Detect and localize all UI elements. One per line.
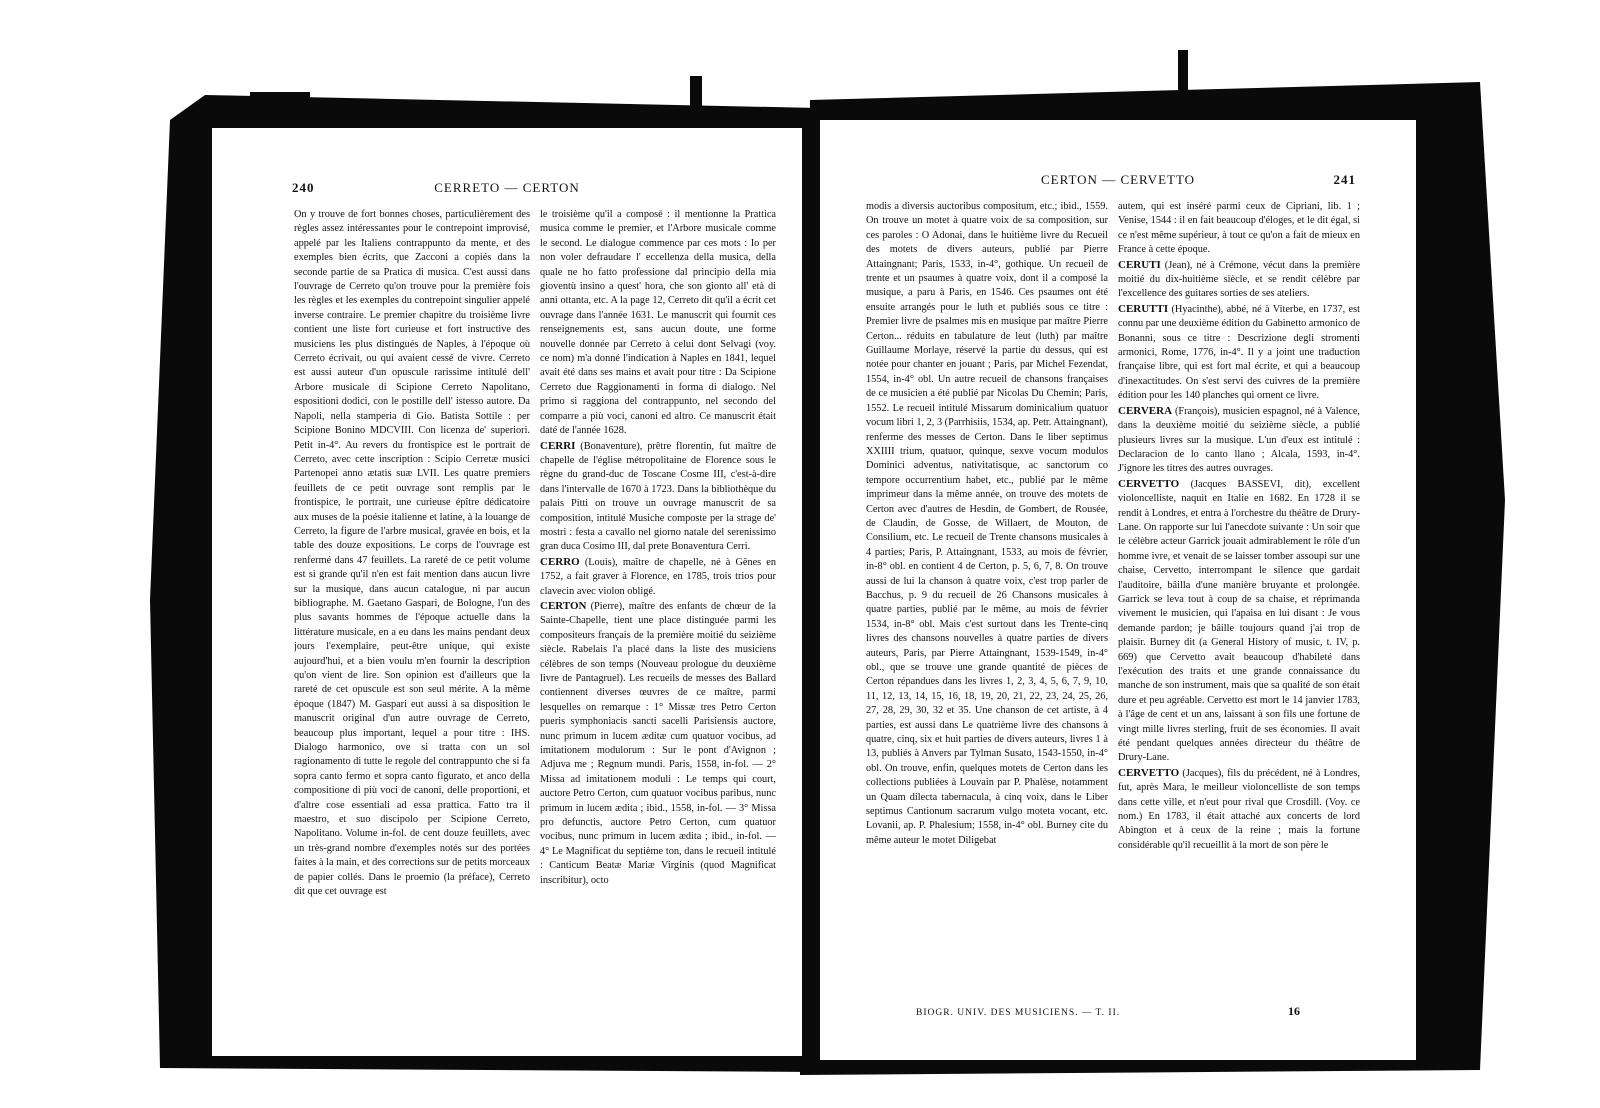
right-page-header bbox=[820, 172, 1416, 190]
entry-first-name: (Jacques BASSEVI, dit), bbox=[1190, 478, 1312, 490]
running-head: CERRETO — CERTON bbox=[434, 180, 580, 195]
entry-headword: CERUTTI bbox=[1118, 302, 1169, 315]
running-head: CERTON — CERVETTO bbox=[1040, 172, 1196, 187]
entry-headword: CERVETTO bbox=[1118, 477, 1180, 490]
entry-headword: CERVETTO bbox=[1118, 766, 1180, 779]
entry-first-name: (Jean), bbox=[1164, 259, 1193, 271]
entry-cerutti bbox=[1118, 302, 1360, 404]
entry-headword: CERTON bbox=[540, 599, 587, 612]
entry-first-name: (Bonaventure), bbox=[580, 440, 643, 452]
entry-certon bbox=[540, 599, 776, 888]
entry-first-name: (François), bbox=[1174, 405, 1220, 417]
entry-first-name: (Jacques), bbox=[1182, 767, 1224, 779]
entry-text: musicien espagnol, né à Valence, dans la deuxième moitié du seizième siècle, a publié plusieurs livres sur la musique. L'un d'eux est intitulé : Declaracion de lo canto llano ; Alcala, 1593, in-4°. J'ignore les titres des autres ouvrages. bbox=[1118, 405, 1360, 475]
page-footer: BIOGR. UNIV. DES MUSICIENS. — T. II. bbox=[916, 1008, 1121, 1018]
text-column-left-2 bbox=[540, 208, 776, 1008]
entry-text: prêtre florentin, fut maître de chapelle de l'église métropolitaine de Florence sous le règne du grand-duc de Toscane Cosme III, c'est-à-dire dans l'intervalle de 1670 à 1723. Dans la bibliothèque du palais Pitti on trouve un ouvrage manuscrit de sa composition, intitulé Musiche composte per la strage de' mostri : festa a cavallo nel giorno natale del serenissimo gran duca Cosimo III, dal prete Bonaventura Cerri. bbox=[540, 440, 776, 553]
entry-cerro bbox=[540, 555, 776, 599]
text-column-right-2 bbox=[1118, 200, 1360, 1000]
entry-first-name: (Louis), bbox=[584, 556, 618, 568]
left-page-header bbox=[212, 180, 802, 198]
entry-cervera bbox=[1118, 404, 1360, 477]
text-column-right-1 bbox=[866, 200, 1108, 1000]
entry-cerri bbox=[540, 439, 776, 555]
entry-text: excellent violoncelliste, naquit en Italie en 1682. En 1728 il se rendit à Londres, et entra à l'orchestre du théâtre de Drury-Lane. On rapporte sur lui l'anecdote suivante : Un soir que le célèbre acteur Garrick jouait admirablement le rôle d'un homme ivre, et venait de se laisser tomber assoupi sur une chaise, Cervetto, interrompant le silence que gardait l'auditoire, bâilla d'une manière bruyante et prolongée. Garrick se leva tout à coup de sa chaise, et réprimanda vivement le musicien, qui l'apaisa en lui disant : Je vous demande pardon; je bâille toujours quand j'ai trop de plaisir. Burney dit (a General History of music, t. IV, p. 669) que Cervetto avait beaucoup d'habileté dans l'exécution des traits et une grande connaissance du manche de son instrument, mais que sa qualité de son était dure et peu agréable. Cervetto est mort le 14 janvier 1783, à l'âge de cent et un ans, laissant à son fils une fortune de vingt mille livres sterling, fruit de ses économies. Il avait été pendant quelques années directeur du théâtre de Drury-Lane. bbox=[1118, 478, 1360, 764]
entry-first-name: (Hyacinthe), bbox=[1171, 303, 1224, 315]
entry-cervetto-jacques bbox=[1118, 766, 1360, 853]
paragraph: le troisième qu'il a composé : il mentionne la Prattica musica comme le premier, et l'Arbore musicale comme le second. Le dialogue commence par ces mots : Io per non voler defraudare l' eccellenza della musica, della quale ne ho fatto professione dal principio della mia gioventù insino a quest' hora, che son gionto all' età di anni ottanta, etc. A la page 12, Cerreto dit qu'il a écrit cet ouvrage dans l'année 1631. Le manuscrit qui fournit ces renseignements est, sans aucun doute, une forme nouvelle donnée par Cerreto à celui dont Selvagi (voy. ce nom) m'a donné l'indication à Naples en 1841, lequel avait été dans ses mains et avait pour titre : Da Scipione Cerreto due Raggionamenti in forma di dialogo. Nel primo si raggiona del contrappunto, nel secondo del comparre a più voci, canoni ed altro. Ce manuscrit était daté de l'année 1628. bbox=[540, 209, 776, 437]
entry-text: abbé, né à Viterbe, en 1737, est connu par une deuxième édition du Gabinetto armonico de Bonanni, sous ce titre : Descrizione degli stromenti armonici, Rome, 1776, in-4°. Il y a joint une traduction française libre, qui est fort mal écrite, et qui a beaucoup d'inexactitudes. On s'est servi des cuivres de la première édition pour les 140 planches qui ornent ce livre. bbox=[1118, 303, 1360, 402]
entry-text: né à Crémone, vécut dans la première moitié du dix-huitième siècle, et se rendit célèbre par l'excellence des guitares sorties de ses ateliers. bbox=[1118, 259, 1360, 300]
entry-headword: CERUTI bbox=[1118, 258, 1161, 271]
paragraph: modis a diversis auctoribus compositum, etc.; ibid., 1559. On trouve un motet à quatre voix de sa composition, sur ces paroles : O Adonai, dans le huitième livre du Recueil des motets de divers auteurs, publié par Pierre Attaingnant; Paris, 1533, in-4°, gothique. Un recueil de trente et un psaumes à quatre voix, dont il a composé la musique, a paru à Paris, en 1546. Ces psaumes ont été ensuite arrangés pour le luth et publiés sous ce titre : Premier livre de psalmes mis en musique par maître Pierre Certon... réduits en tabulature de leut (luth) par maître Guillaume Morlaye, réservé la partie du dessus, qui est notée pour chanter en jouant ; Paris, par Michel Fezendat, 1554, in-4° obl. Un autre recueil de chansons françaises de ce musicien a été publié par Nicolas Du Chemin; Paris, 1552. Le recueil intitulé Missarum dominicalium quatuor vocum libri 1, 2, 3 (Parrhisiis, 1534, ap. Petr. Attaingnant), renferme des messes de Certon. Dans le liber septimus XXIIII trium, quatuor, quinque, sexve vocum modulos Dominici adventus, nativitatisque, ac sanctorum co tempore occurrentium habet, etc., publié par le même imprimeur dans la même année, on trouve des motets de Certon avec d'autres de Hesdin, de Gombert, de Rousée, de Claudin, de Gosse, de Willaert, de Mouton, de Consilium, etc. Le recueil de Trente chansons musicales à 4 parties; Paris, P. Attaingnant, 1533, au mois de février, in-8° obl. en contient 4 de Certon, p. 5, 6, 7, 8. On trouve aussi de lui la chanson à quatre voix, c'est trop parler de Bacchus, p. 9 du recueil de 26 Chansons musicales à quatre parties, publié par le même, au mois de février 1534, in-8° obl. Mais c'est surtout dans les Trente-cinq livres des chansons nouvelles à quatre parties de divers auteurs, Paris, par Pierre Attaingnant, 1539-1549, in-4° obl., que se trouve une grande quantité de pièces de Certon répandues dans les livres 1, 2, 3, 4, 5, 6, 7, 9, 10, 11, 12, 13, 14, 15, 16, 18, 19, 20, 21, 22, 23, 24, 25, 26, 27, 28, 29, 30, 32 et 35. Une chanson de cet artiste, à 4 parties, est aussi dans Le quatrième livre des chansons à quatre, cinq, six et huit parties de divers auteurs, livres 1 à 13, publiés à Anvers par Tylman Susato, 1543-1550, in-4° obl. On trouve, enfin, quelques motets de Certon dans les collections publiées à Louvain par P. Phalèse, notamment un Quam dilecta tabernacula, à cinq voix, dans le Liber septimus Cantionum sacrarum vulgo moteta vocant, etc. Lovanii, ap. P. Phalesium; 1558, in-4° obl. Burney cite du même auteur le motet Diligebat bbox=[866, 201, 1108, 846]
clip-marker bbox=[1178, 50, 1188, 98]
paragraph: autem, qui est inséré parmi ceux de Cipriani, lib. 1 ; Venise, 1544 : il en fait beaucoup d'éloges, et le dit égal, si ce n'est même supérieur, à tout ce qu'on a fait de mieux en France à cette époque. bbox=[1118, 201, 1360, 256]
entry-cervetto-bassevi bbox=[1118, 477, 1360, 766]
page-number: 241 bbox=[1333, 172, 1356, 187]
entry-text: fils du précédent, né à Londres, fut, après Mara, le meilleur violoncelliste de son temps dans cette ville, et n'eut pour rival que Crosdill. (Voy. ce nom.) En 1783, il était attaché aux concerts de lord Abington et à ceux de la reine ; mais la fortune considérable qu'il recueillit à la mort de son père le bbox=[1118, 767, 1360, 851]
text-column-left-1 bbox=[294, 208, 530, 1008]
entry-ceruti bbox=[1118, 258, 1360, 302]
page-number: 240 bbox=[292, 180, 315, 195]
signature-mark: 16 bbox=[1288, 1004, 1300, 1018]
scan-mark bbox=[250, 92, 310, 98]
left-page bbox=[212, 128, 802, 1056]
entry-text: maître de chapelle, né à Gênes en 1752, a fait graver à Florence, en 1785, trois trios pour clavecin avec violon obligé. bbox=[540, 556, 776, 597]
right-page bbox=[820, 120, 1416, 1060]
entry-first-name: (Pierre), bbox=[590, 600, 625, 612]
paragraph: On y trouve de fort bonnes choses, particulièrement des règles assez intéressantes pour le contrepoint improvisé, appelé par les Italiens contrappunto da mente, et des exemples bien écrits, que Zacconi a copiés dans la seconde partie de sa Pratica di musica. C'est aussi dans l'ouvrage de Cerreto qu'on trouve pour la première fois les règles et les exemples du contrepoint singulier appelé inverse contraire. Le premier chapitre du troisième livre contient une liste fort curieuse et fort instructive des musiciens les plus distingués de Naples, à l'époque où Cerreto écrivait, ou qui avaient cessé de vivre. Cerreto est aussi auteur d'un opuscule rarissime intitulé dell' Arbore musicale di Scipione Cerreto Napolitano, espositioni dodici, con le postille dell' istesso autore. Da Napoli, nella stamperia di Gio. Batista Sottile : per Scipione Bonino MDCVIII. Con licenza de' superiori. Petit in-4°. Au revers du frontispice est le portrait de Cerreto, avec cette inscription : Scipio Cerretæ musici Partenopei anno ætatis suæ LVII. Les quatre premiers feuillets de ce petit ouvrage sont remplis par le frontispice, le portrait, une curieuse épître dédicatoire aux muses de la poésie italienne et latine, à la louange de Cerreto, la figure de l'arbre musical, gravée en bois, et la table des douze expositions. Le corps de l'ouvrage est renfermé dans 47 feuillets. La rareté de ce petit volume est si grande qu'il n'en est fait mention dans aucun livre sur la musique, dans aucun catalogue, ni par aucun bibliographe. M. Gaetano Gaspari, de Bologne, l'un des plus savants hommes de l'époque actuelle dans la littérature musicale, en a eu dans les mains pendant deux jours l'exemplaire, peut-être unique, qui existe aujourd'hui, et a bien voulu m'en fournir la description qu'on vient de lire. Son opinion est d'ailleurs que la rareté de cet opuscule est son seul mérite. A la même époque (1847) M. Gaspari eut aussi à sa disposition le manuscrit original d'un autre ouvrage de Cerreto, beaucoup plus important, lequel a pour titre : IHS. Dialogo harmonico, ove si tratta con un sol ragionamento di tutte le regole del contrappunto che si fa sopra canto fermo et sopra canto figurato, et anco della compositione di più voci de canoni, delle proportioni, et d'altre cose essentiali ad essa prattica. Fatto tra il maestro, et suo discipolo per Scipione Cerreto, Napolitano. Volume in-fol. de cent douze feuillets, avec un très-grand nombre d'exemples notés sur des portées faites à la main, et des corrections sur de petits morceaux de papier collés. Dans le proemio (la préface), Cerreto dit que cet ouvrage est bbox=[294, 209, 530, 898]
entry-headword: CERVERA bbox=[1118, 404, 1173, 417]
entry-headword: CERRI bbox=[540, 439, 576, 452]
entry-text: maître des enfants de chœur de la Sainte-Chapelle, tient une place distinguée parmi les compositeurs français de la première moitié du seizième siècle. Rabelais l'a placé dans la liste des musiciens célèbres de son temps (Nouveau prologue du deuxième livre de Pantagruel). Les recueils de messes des Ballard contiennent diverses œuvres de ce maître, parmi lesquelles on remarque : 1° Missæ tres Petro Certon pueris symphoniacis sancti sacelli Parisiensis auctore, nunc primum in lucem æditæ cum quatuor vocibus, ad imitationem modulorum : Sur le pont d'Avignon ; Adjuva me ; Regnum mundi. Paris, 1558, in-fol. — 2° Missa ad imitationem moduli : Le temps qui court, auctore Petro Certon, cum quatuor vocibus paribus, nunc primum in lucem ædita ; ibid., 1558, in-fol. — 3° Missa pro defunctis, auctore Petro Certon, cum quatuor vocibus, nunc primum in lucem ædita ; ibid., in-fol. — 4° Le Magnificat du septième ton, dans le recueil intitulé : Canticum Beatæ Mariæ Virginis (quod Magnificat inscribitur), octo bbox=[540, 600, 776, 886]
entry-headword: CERRO bbox=[540, 555, 580, 568]
clip-marker bbox=[690, 76, 702, 116]
